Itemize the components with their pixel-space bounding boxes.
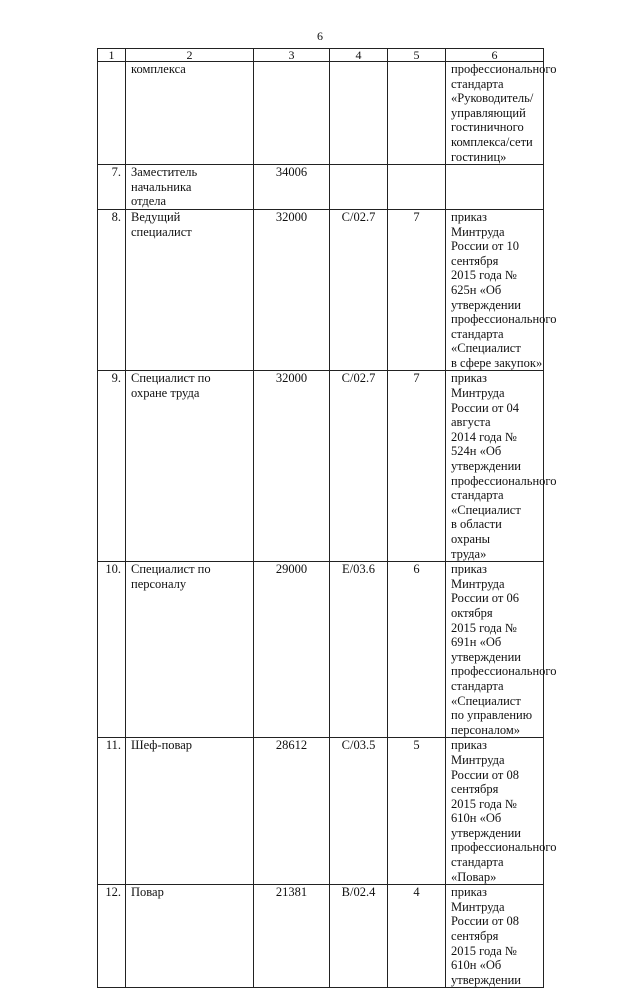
table-row [98, 562, 544, 738]
qualification-level-cell: 7 [388, 209, 446, 371]
standard-basis-cell [446, 562, 557, 738]
position-cell [126, 885, 254, 988]
position-text: Ведущий специалист [131, 209, 192, 239]
position-cell [126, 738, 254, 885]
column-number: 5 [388, 49, 446, 62]
position-cell [126, 62, 254, 165]
salary-cell: 32000 [254, 371, 330, 562]
column-number: 6 [446, 49, 544, 62]
standard-basis-cell [446, 738, 557, 885]
position-text: Заместитель начальника отдела [131, 165, 198, 209]
column-number: 2 [126, 49, 254, 62]
qualification-level-cell: 5 [388, 738, 446, 885]
standard-basis-text: приказ Минтруда России от 06 октября 2015 года № 691н «Об утверждении профессионального стандарта «Специалист по управлению персоналом» [451, 562, 557, 737]
standard-basis-text: приказ Минтруда России от 08 сентября 2015 года № 610н «Об утверждении [451, 885, 521, 987]
staff-table [97, 48, 557, 988]
position-text: Шеф-повар [131, 738, 193, 753]
standard-basis-cell [446, 885, 544, 988]
row-number: 7. [98, 165, 126, 210]
position-cell [126, 562, 254, 738]
row-number [98, 62, 126, 165]
position-cell [126, 371, 254, 562]
position-text: Специалист по охране труда [131, 371, 211, 401]
row-number: 12. [98, 885, 126, 988]
standard-basis-text: профессионального стандарта «Руководитель/ управляющий гостиничного комплекса/сети гостиниц» [451, 62, 557, 164]
row-number: 11. [98, 738, 126, 885]
position-text: Повар [131, 885, 164, 900]
column-number-row [98, 49, 544, 62]
row-number: 9. [98, 371, 126, 562]
table-row [98, 738, 544, 885]
position-cell [126, 209, 254, 371]
function-code-cell: C/02.7 [330, 371, 388, 562]
position-cell [126, 165, 254, 210]
salary-cell: 28612 [254, 738, 330, 885]
table-row [98, 62, 544, 165]
table-row [98, 371, 544, 562]
table-row [98, 209, 544, 371]
column-number: 4 [330, 49, 388, 62]
standard-basis-cell [446, 371, 557, 562]
row-number: 8. [98, 209, 126, 371]
qualification-level-cell [388, 62, 446, 165]
salary-cell: 29000 [254, 562, 330, 738]
table-row [98, 165, 544, 210]
standard-basis-cell [446, 62, 557, 165]
standard-basis-cell [446, 209, 557, 371]
standard-basis-cell [446, 165, 544, 210]
salary-cell: 34006 [254, 165, 330, 210]
table-row [98, 885, 544, 988]
salary-cell [254, 62, 330, 165]
standard-basis-text: приказ Минтруда России от 04 августа 2014 года № 524н «Об утверждении профессионального стандарта «Специалист в области охраны труда» [451, 371, 557, 561]
function-code-cell: C/03.5 [330, 738, 388, 885]
row-number: 10. [98, 562, 126, 738]
function-code-cell: E/03.6 [330, 562, 388, 738]
qualification-level-cell: 4 [388, 885, 446, 988]
column-number: 3 [254, 49, 330, 62]
function-code-cell: C/02.7 [330, 209, 388, 371]
function-code-cell [330, 165, 388, 210]
position-text: комплекса [131, 62, 186, 76]
page-number: 6 [317, 29, 323, 43]
standard-basis-text: приказ Минтруда России от 08 сентября 2015 года № 610н «Об утверждении профессионального стандарта «Повар» [451, 738, 557, 884]
position-text: Специалист по персоналу [131, 562, 211, 591]
function-code-cell [330, 62, 388, 165]
qualification-level-cell: 6 [388, 562, 446, 738]
function-code-cell: B/02.4 [330, 885, 388, 988]
salary-cell: 21381 [254, 885, 330, 988]
qualification-level-cell [388, 165, 446, 210]
standard-basis-text: приказ Минтруда России от 10 сентября 2015 года № 625н «Об утверждении профессионального стандарта «Специалист в сфере закупок» [451, 209, 557, 370]
salary-cell: 32000 [254, 209, 330, 371]
column-number: 1 [98, 49, 126, 62]
qualification-level-cell: 7 [388, 371, 446, 562]
